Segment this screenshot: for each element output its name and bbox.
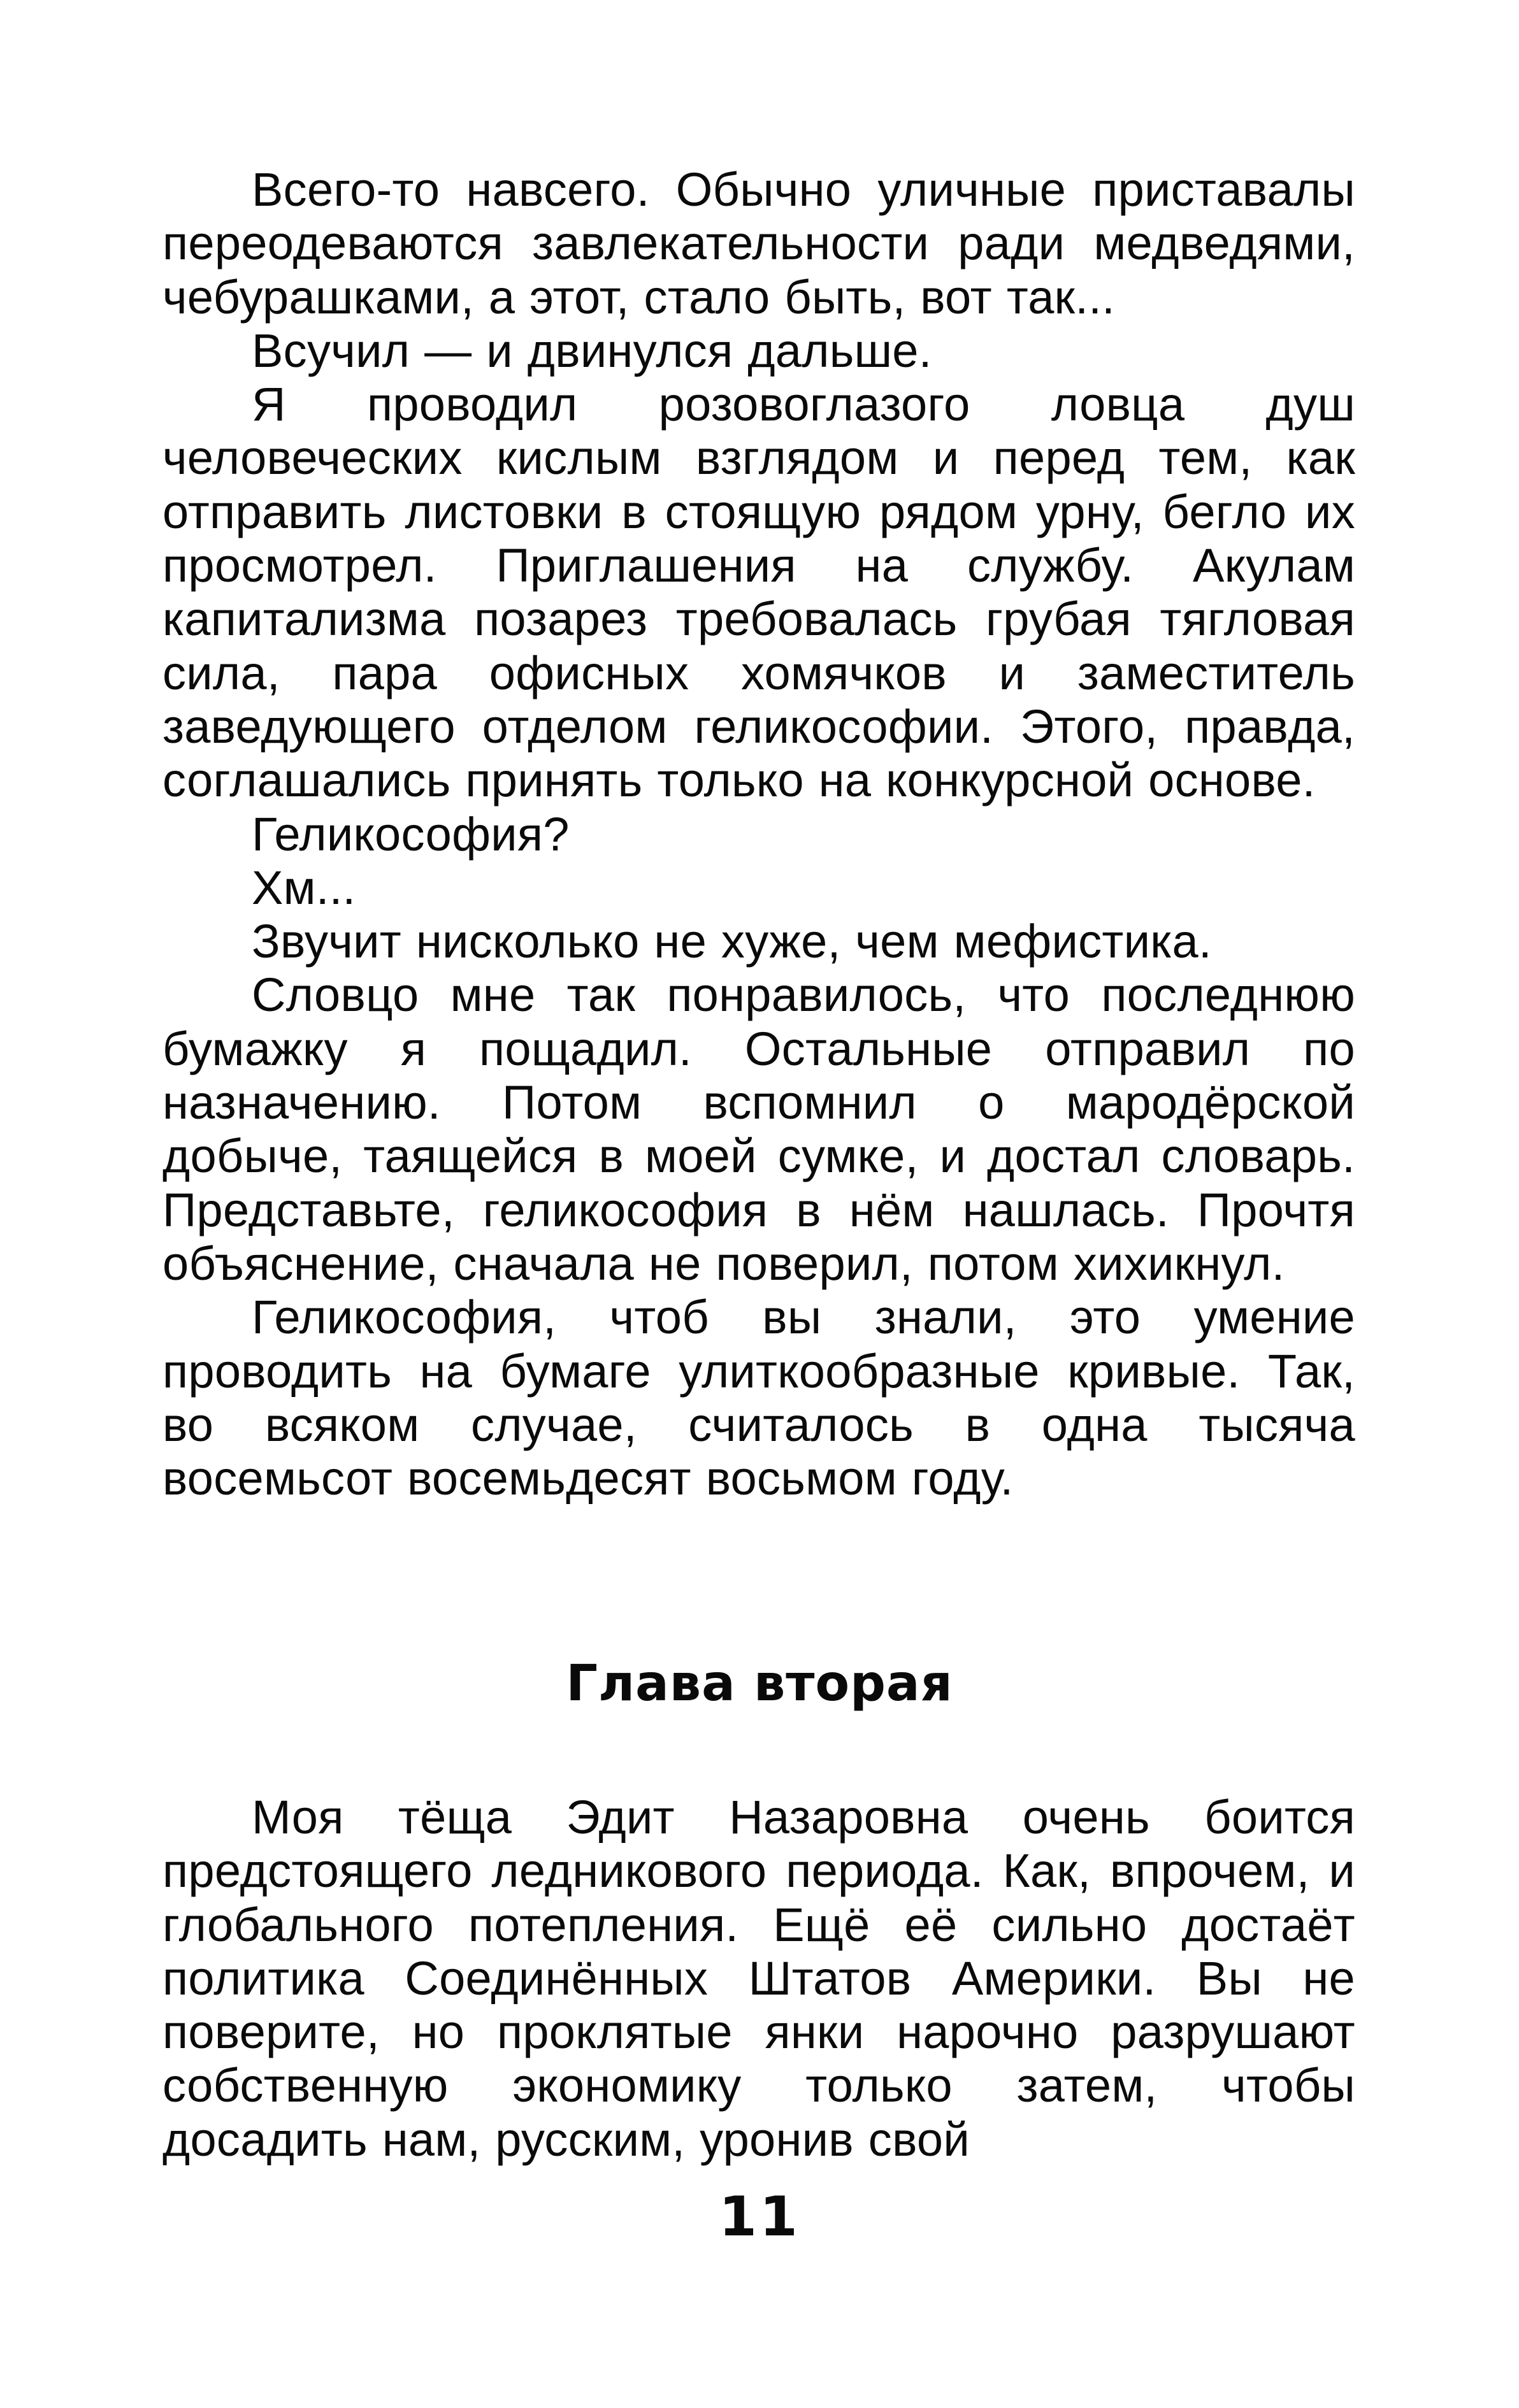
paragraph: Звучит нисколько не хуже, чем мефистика. xyxy=(252,915,1212,968)
paragraph: Геликософия? xyxy=(252,807,570,861)
paragraph: Моя тёща Эдит Назаровна очень боится предстоящего ледникового периода. Как, впрочем, и глобального потепления. Ещё её сильно достаёт политика Соединённых Штатов Америки. Вы не поверите, но проклятые янки нарочно разрушают собственную экономику только затем, чтобы досадить нам, русским, уронив свой xyxy=(162,1791,1355,2166)
page-number: 11 xyxy=(719,2185,800,2249)
paragraph: Геликософия, чтоб вы знали, это умение проводить на бумаге улиткообразные кривые. Так, во всяком случае, считалось в одна тысяча восемьсот восемьдесят восьмом году. xyxy=(162,1291,1355,1505)
paragraph: Всего-то навсего. Обычно уличные приставалы переодеваются завлекательности ради медведями, чебурашками, а этот, стало быть, вот так... xyxy=(162,163,1355,324)
bottom-text-block xyxy=(162,1791,1355,2167)
paragraph: Всучил — и двинулся дальше. xyxy=(252,324,932,377)
top-text-block xyxy=(162,163,1355,1505)
paragraph: Словцо мне так понравилось, что последнюю бумажку я пощадил. Остальные отправил по назначению. Потом вспомнил о мародёрской добыче, таящейся в моей сумке, и достал словарь. Представьте, геликософия в нём нашлась. Прочтя объяснение, сначала не поверил, потом хихикнул. xyxy=(162,968,1355,1290)
chapter-title: Глава вторая xyxy=(566,1655,953,1712)
paragraph: Я проводил розовоглазого ловца душ человеческих кислым взглядом и перед тем, как отправить листовки в стоящую рядом урну, бегло их просмотрел. Приглашения на службу. Акулам капитализма позарез требовалась грубая тягловая сила, пара офисных хомячков и заместитель заведующего отделом геликософии. Этого, правда, соглашались принять только на конкурсной основе. xyxy=(162,378,1355,807)
paragraph: Хм... xyxy=(252,861,356,914)
